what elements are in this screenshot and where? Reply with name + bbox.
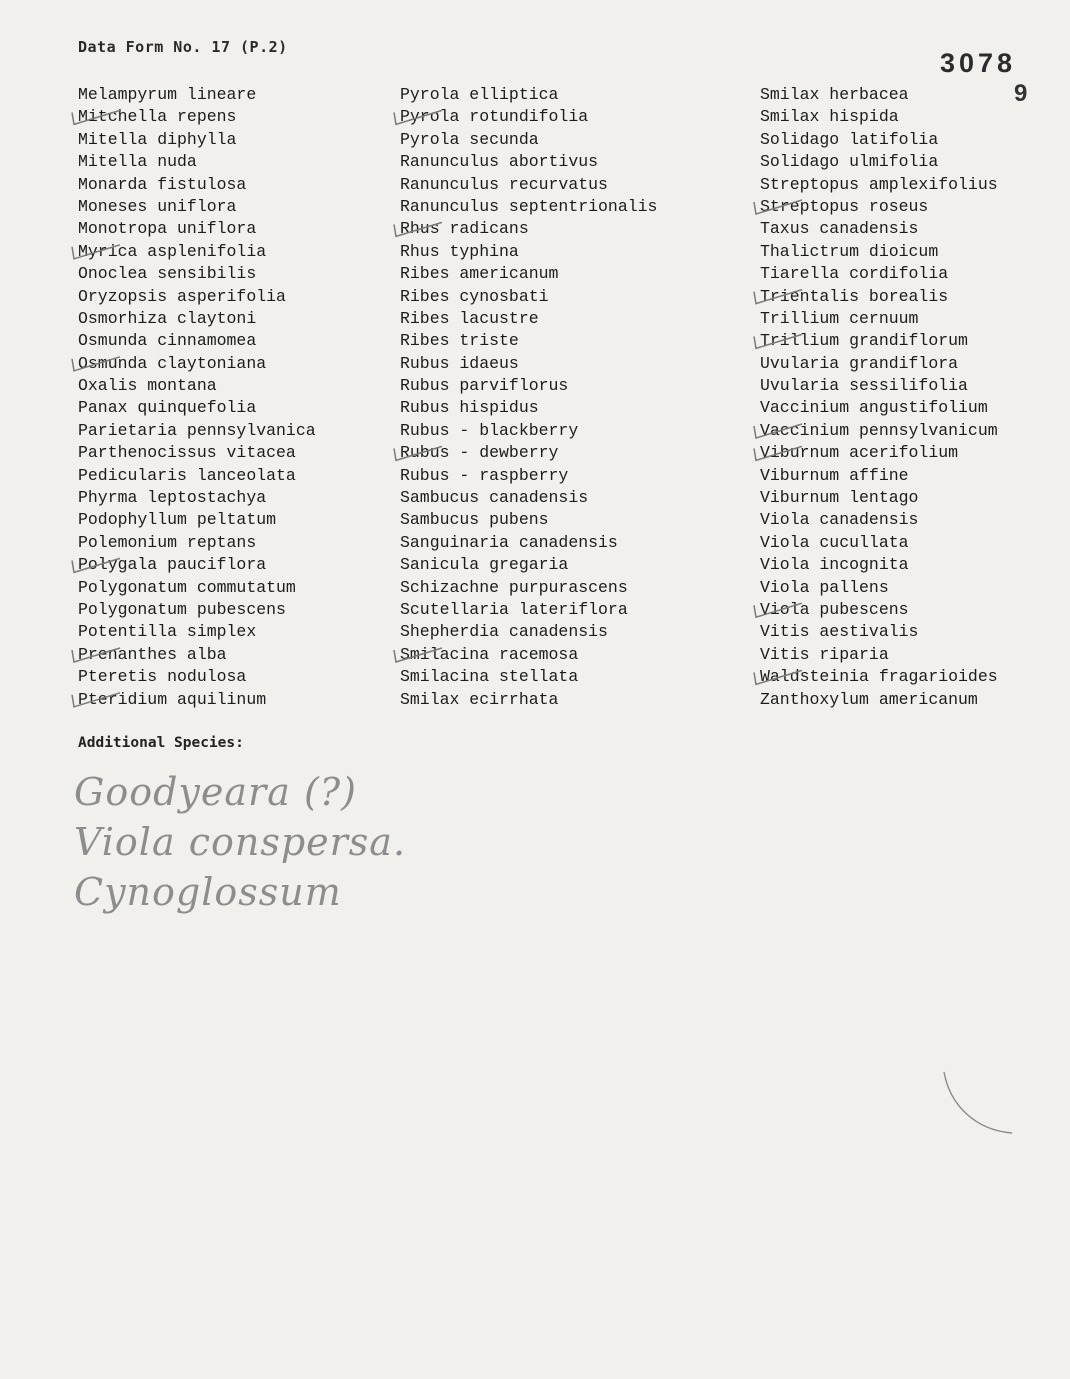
species-item: Ribes americanum — [400, 264, 559, 284]
species-item: Shepherdia canadensis — [400, 622, 608, 642]
page-number-stamp: 3078 — [940, 48, 1017, 78]
species-item: Rhus radicans — [400, 219, 529, 239]
species-item: Parthenocissus vitacea — [78, 443, 296, 463]
species-item: Trillium grandiflorum — [760, 331, 968, 351]
species-item: Podophyllum peltatum — [78, 510, 277, 530]
species-item: Rubus hispidus — [400, 398, 539, 418]
species-item: Trillium cernuum — [760, 308, 919, 328]
page-number-secondary: 9 — [1014, 80, 1028, 107]
species-item: Solidago latifolia — [760, 129, 939, 149]
pencil-stroke-mark — [944, 1072, 1012, 1133]
species-item: Viburnum acerifolium — [760, 443, 959, 463]
species-item: Rhus typhina — [400, 241, 519, 261]
species-item: Rubus parviflorus — [400, 376, 569, 396]
species-item: Trientalis borealis — [760, 286, 949, 306]
species-item: Vaccinium angustifolium — [760, 398, 988, 418]
species-item: Onoclea sensibilis — [78, 264, 257, 284]
species-item: Polygala pauciflora — [78, 555, 267, 575]
form-title: Data Form No. 17 (P.2) — [78, 38, 288, 56]
species-item: Rubus - raspberry — [400, 465, 569, 485]
species-item: Viola canadensis — [760, 510, 919, 530]
species-item: Viburnum affine — [760, 465, 909, 485]
species-item: Parietaria pennsylvanica — [78, 420, 316, 440]
species-item: Ribes cynosbati — [400, 286, 549, 306]
species-item: Oryzopsis asperifolia — [78, 286, 286, 306]
species-item: Vaccinium pennsylvanicum — [760, 420, 998, 440]
species-item: Taxus canadensis — [760, 219, 919, 239]
species-item: Rubus idaeus — [400, 353, 519, 373]
species-item: Viola incognita — [760, 555, 909, 575]
species-item: Tiarella cordifolia — [760, 264, 949, 284]
species-item: Osmunda claytoniana — [78, 353, 267, 373]
species-item: Pteridium aquilinum — [78, 689, 267, 709]
species-item: Rubus - dewberry — [400, 443, 559, 463]
species-item: Viola pallens — [760, 577, 889, 597]
species-item: Sanguinaria canadensis — [400, 532, 618, 552]
species-item: Oxalis montana — [78, 376, 217, 396]
species-item: Polygonatum pubescens — [78, 599, 286, 619]
species-item: Streptopus amplexifolius — [760, 174, 998, 194]
species-item: Solidago ulmifolia — [760, 152, 939, 172]
species-item: Mitella nuda — [78, 152, 197, 172]
species-column-1 — [78, 84, 316, 711]
species-item: Monotropa uniflora — [78, 219, 257, 239]
species-item: Ribes lacustre — [400, 308, 539, 328]
species-item: Mitchella repens — [78, 107, 237, 127]
species-item: Osmunda cinnamomea — [78, 331, 257, 351]
species-item: Vitis aestivalis — [760, 622, 919, 642]
species-item: Phyrma leptostachya — [78, 488, 267, 508]
additional-species-label: Additional Species: — [78, 735, 244, 751]
species-item: Smilax hispida — [760, 107, 899, 127]
species-item: Polygonatum commutatum — [78, 577, 296, 597]
species-item: Uvularia sessilifolia — [760, 376, 968, 396]
species-item: Ribes triste — [400, 331, 519, 351]
species-item: Myrica asplenifolia — [78, 241, 267, 261]
species-item: Schizachne purpurascens — [400, 577, 628, 597]
species-item: Prenanthes alba — [78, 644, 227, 664]
species-column-3 — [760, 84, 998, 711]
species-item: Sambucus pubens — [400, 510, 549, 530]
species-item: Smilacina stellata — [400, 667, 579, 687]
species-item: Monarda fistulosa — [78, 174, 247, 194]
species-item: Pyrola secunda — [400, 129, 539, 149]
species-item: Osmorhiza claytoni — [78, 308, 257, 328]
species-item: Ranunculus recurvatus — [400, 174, 608, 194]
species-item: Streptopus roseus — [760, 196, 929, 216]
species-item: Smilax ecirrhata — [400, 689, 559, 709]
handwritten-species-3: Cynoglossum — [74, 870, 342, 914]
species-item: Potentilla simplex — [78, 622, 257, 642]
species-item: Scutellaria lateriflora — [400, 599, 628, 619]
species-item: Smilax herbacea — [760, 85, 909, 104]
species-item: Viola pubescens — [760, 599, 909, 619]
species-item: Smilacina racemosa — [400, 644, 579, 664]
species-item: Viola cucullata — [760, 532, 909, 552]
species-item: Mitella diphylla — [78, 129, 237, 149]
species-item: Sambucus canadensis — [400, 488, 589, 508]
species-item: Rubus - blackberry — [400, 420, 579, 440]
species-item: Ranunculus septentrionalis — [400, 196, 658, 216]
species-item: Zanthoxylum americanum — [760, 689, 978, 709]
species-column-2 — [400, 84, 657, 711]
species-item: Pteretis nodulosa — [78, 667, 247, 687]
species-item: Pyrola elliptica — [400, 85, 559, 104]
handwritten-species-1: Goodyeara (?) — [74, 770, 357, 814]
species-item: Sanicula gregaria — [400, 555, 569, 575]
species-item: Pedicularis lanceolata — [78, 465, 296, 485]
handwritten-species-2: Viola conspersa. — [74, 820, 407, 864]
species-item: Uvularia grandiflora — [760, 353, 959, 373]
species-item: Pyrola rotundifolia — [400, 107, 589, 127]
species-item: Viburnum lentago — [760, 488, 919, 508]
species-item: Moneses uniflora — [78, 196, 237, 216]
species-item: Panax quinquefolia — [78, 398, 257, 418]
species-item: Waldsteinia fragarioides — [760, 667, 998, 687]
species-item: Polemonium reptans — [78, 532, 257, 552]
species-item: Melampyrum lineare — [78, 85, 257, 104]
species-item: Ranunculus abortivus — [400, 152, 599, 172]
species-item: Vitis riparia — [760, 644, 889, 664]
species-item: Thalictrum dioicum — [760, 241, 939, 261]
